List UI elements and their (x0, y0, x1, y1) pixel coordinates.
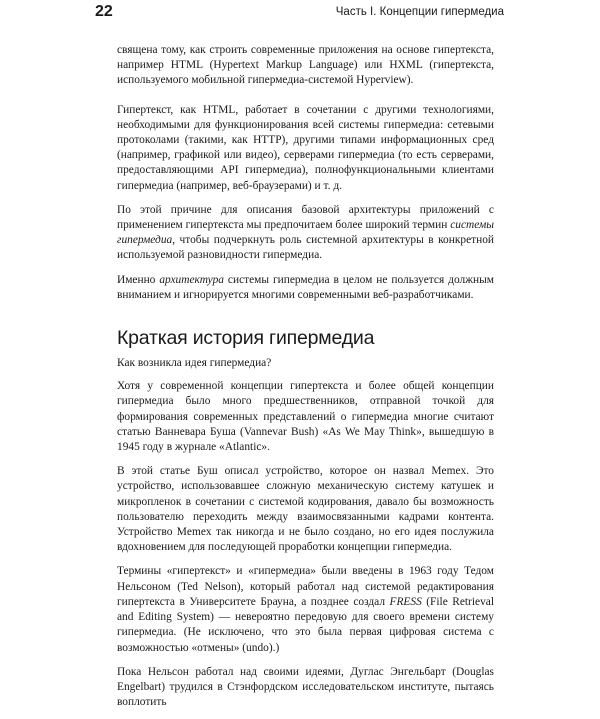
text-span: системы гипермедиа в целом не пользуется должным вниманием и игнорируется многими современными веб-разработчиками. (117, 273, 494, 301)
text-span: Гипертекст, как HTML, работает в сочетании с другими технологиями, необходимыми для функционирования всей системы гипермедиа: сетевыми протоколами (такими, как HTTP), другими типами информационных сред (например, графикой или видео), серверами гипермедиа (то есть серверами, предоставляющими API гипермедиа), полнофункциональными клиентами гипермедиа (например, веб-браузерами) и т. д. (117, 103, 494, 192)
emphasis-term: FRESS (389, 595, 422, 608)
text-span: , чтобы подчеркнуть роль системной архитектуры в конкретной используемой разновидности гипермедиа. (117, 234, 494, 262)
section-heading: Краткая история гипермедиа (117, 327, 375, 350)
paragraph-architecture (117, 273, 494, 303)
emphasis-term: системы гипермедиа (117, 219, 494, 247)
text-span: священа тому, как строить современные приложения на основе гипертекста, например HTML (Hypertext Markup Language) или HXML (гипертекста, используемого мобильной гипермедиа-системой Hyperview). (117, 44, 494, 87)
text-span: Термины «гипертекст» и «гипермедиа» были введены в 1963 году Тедом Нельсоном (Ted Nelson), который работал над системой редактирования гипертекста в Университете Брауна, а позднее создал (117, 565, 494, 608)
paragraph-hypertext-intro (117, 43, 494, 89)
text-span: Пока Нельсон работал над своими идеями, Дуглас Энгельбарт (Douglas Engelbart) трудился в Стэнфордском исследовательском институте, пытаясь воплотить (117, 665, 494, 709)
section-question: Как возникла идея гипермедиа? (117, 357, 272, 370)
text-span: По этой причине для описания базовой архитектуры приложений с применением гипертекста мы предпочитаем более широкий термин (117, 203, 494, 232)
text-span: (File Retrieval and Editing System) — невероятно передовую для своего времени систему гипермедиа. (Не исключено, что это была первая цифровая система с возможностью «отмены» (undo).) (117, 595, 494, 654)
page-body (117, 43, 494, 719)
page-header (95, 3, 504, 29)
paragraph-engelbart (117, 665, 494, 711)
paragraph-bush-article (117, 379, 494, 455)
paragraph-hypermedia-systems-term (117, 203, 494, 264)
text-span: Именно (117, 273, 160, 286)
paragraph-memex (117, 464, 494, 555)
paragraph-nelson-fress (117, 564, 494, 655)
emphasis-term: архитектура (159, 273, 224, 286)
text-span: В этой статье Буш описал устройство, которое он назвал Memex. Это устройство, использовавшее сложную механическую систему катушек и микропленок в сочетании с системой кодирования, давало бы возможность пользователю переходить между взаимосвязанными кадрами контента. Устройство Memex так никогда и не было создано, но его идея послужила вдохновением для последующей проработки концепции гипермедиа. (117, 465, 494, 554)
running-title: Часть I. Концепции гипермедиа (335, 6, 504, 18)
paragraph-hypertext-technologies (117, 103, 494, 194)
text-span: Хотя у современной концепции гипертекста и более общей концепции гипермедиа было много предшественников, отправной точкой для формирования современных представлений о гипермедиа многие считают статью Ванневара Буша (Vannevar Bush) «As We May Think», вышедшую в 1945 году в журнале «Atlantic». (117, 380, 494, 454)
page-number: 22 (95, 3, 113, 20)
